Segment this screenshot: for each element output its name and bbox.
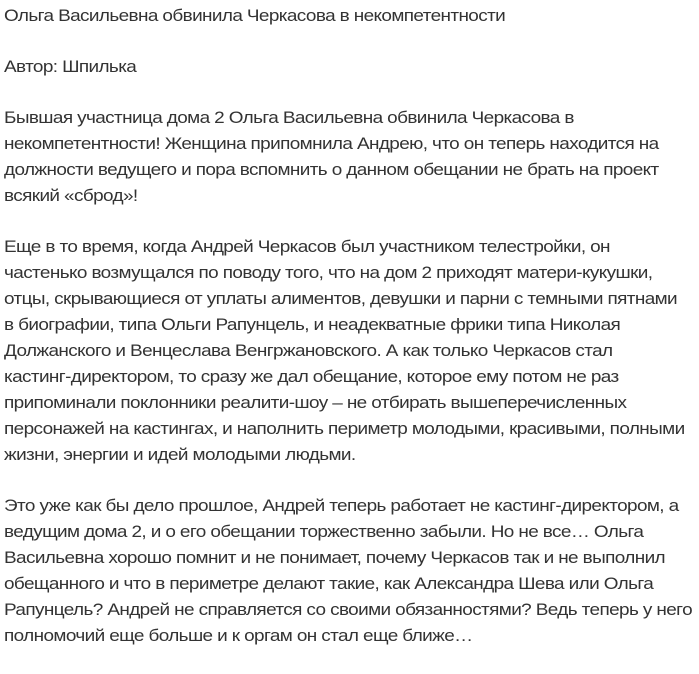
- paragraph-line: Должанского и Венцеслава Венгржановского. А как только Черкасов стал: [4, 341, 613, 360]
- article-author: [4, 54, 699, 80]
- paragraph-line: Бывшая участница дома 2 Ольга Васильевна обвинила Черкасова в: [4, 108, 574, 127]
- author-text: Автор: Шпилька: [4, 57, 137, 76]
- paragraph-3: [4, 493, 699, 649]
- paragraph-line: жизни, энергии и идей молодыми людьми.: [4, 445, 356, 464]
- paragraph-line: всякий «сброд»!: [4, 186, 138, 205]
- title-text: Ольга Васильевна обвинила Черкасова в некомпетентности: [4, 6, 506, 25]
- paragraph-line: отцы, скрывающиеся от уплаты алиментов, девушки и парни с темными пятнами: [4, 289, 678, 308]
- article: [4, 3, 699, 674]
- paragraph-line: Еще в то время, когда Андрей Черкасов был участником телестройки, он: [4, 237, 610, 256]
- paragraph-2: [4, 234, 699, 468]
- paragraph-line: персонажей на кастингах, и наполнить периметр молодыми, красивыми, полными: [4, 419, 685, 438]
- paragraph-line: кастинг-директором, то сразу же дал обещание, которое ему потом не раз: [4, 367, 619, 386]
- paragraph-line: обещанного и что в периметре делают такие, как Александра Шева или Ольга: [4, 574, 654, 593]
- paragraph-1: [4, 105, 699, 209]
- paragraph-line: припоминали поклонники реалити-шоу – не отбирать вышеперечисленных: [4, 393, 627, 412]
- paragraph-line: некомпетентности! Женщина припомнила Андрею, что он теперь находится на: [4, 134, 659, 153]
- paragraph-line: частенько возмущался по поводу того, что на дом 2 приходят матери-кукушки,: [4, 263, 653, 282]
- paragraph-line: ведущим дома 2, и о его обещании торжественно забыли. Но не все… Ольга: [4, 522, 644, 541]
- paragraph-line: полномочий еще больше и к оргам он стал еще ближе…: [4, 626, 473, 645]
- paragraph-line: должности ведущего и пора вспомнить о данном обещании не брать на проект: [4, 160, 659, 179]
- paragraph-line: Это уже как бы дело прошлое, Андрей теперь работает не кастинг-директором, а: [4, 496, 679, 515]
- paragraph-line: Рапунцель? Андрей не справляется со своими обязанностями? Ведь теперь у него: [4, 600, 692, 619]
- article-title: [4, 3, 699, 29]
- paragraph-line: Васильевна хорошо помнит и не понимает, почему Черкасов так и не выполнил: [4, 548, 666, 567]
- paragraph-line: в биографии, типа Ольги Рапунцель, и неадекватные фрики типа Николая: [4, 315, 621, 334]
